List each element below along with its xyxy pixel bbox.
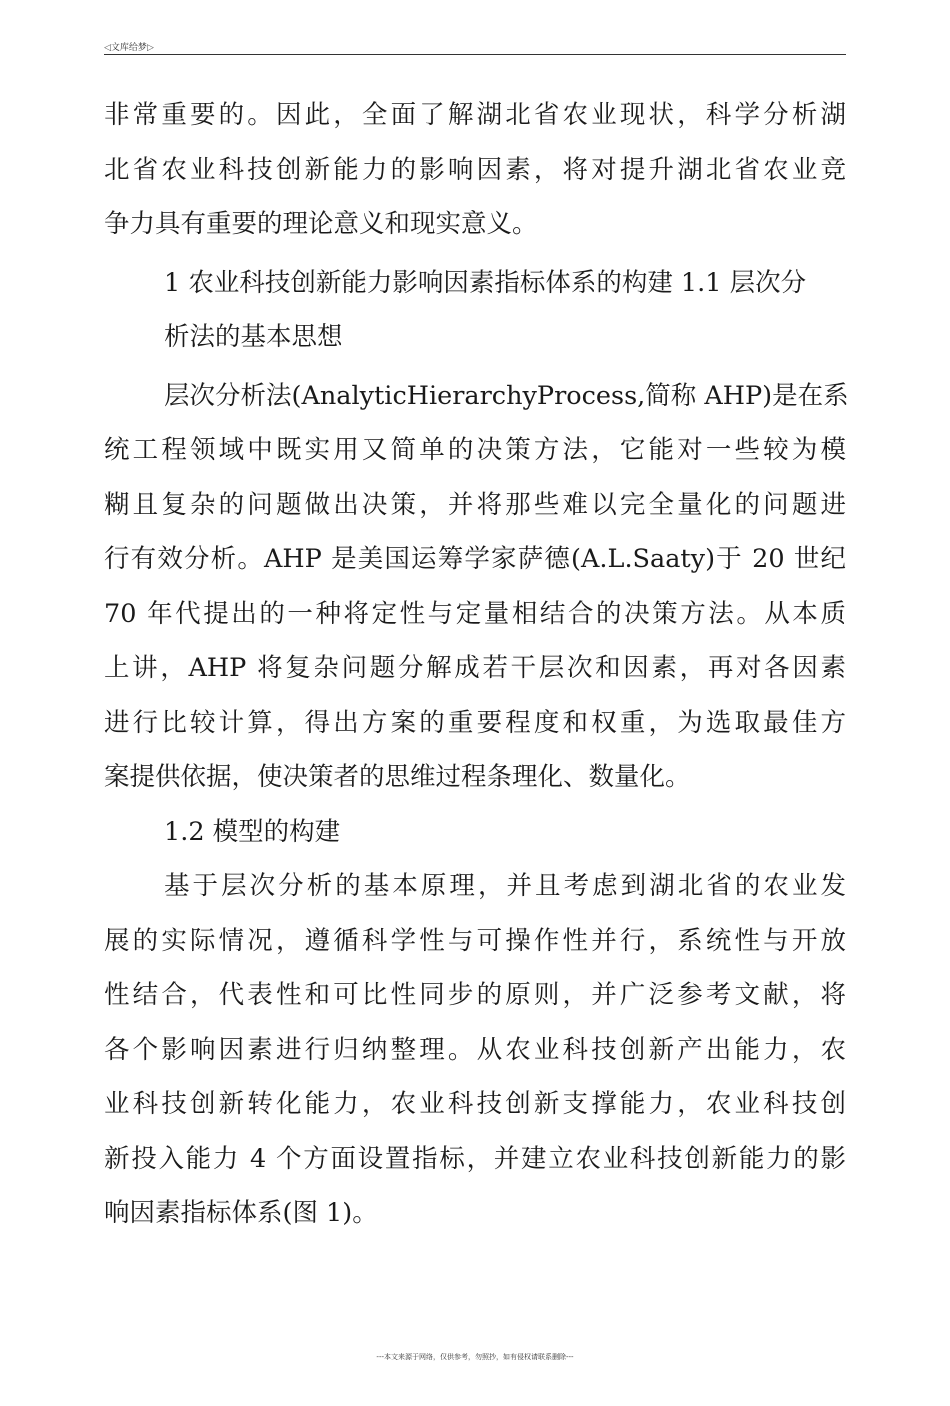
section-heading-1 — [104, 256, 846, 365]
paragraph-ahp-description — [104, 369, 849, 805]
text-line: 析法的基本思想 — [164, 322, 343, 352]
text-line: 新投入能力 4 个方面设置指标，并建立农业科技创新能力的影 — [104, 1143, 846, 1174]
text-line: 统工程领域中既实用又简单的决策方法，它能对一些较为模 — [104, 435, 846, 465]
document-body — [104, 88, 849, 1241]
text-line: 行有效分析。AHP 是美国运筹学家萨德(A.L.Saaty)于 20 世纪 — [104, 544, 846, 574]
text-line: 糊且复杂的问题做出决策，并将那些难以完全量化的问题进 — [104, 489, 846, 520]
text-line: 响因素指标体系(图 1)。 — [104, 1198, 378, 1228]
text-line: 争力具有重要的理论意义和现实意义。 — [104, 209, 538, 239]
text-line: 1 农业科技创新能力影响因素指标体系的构建 1.1 层次分 — [164, 267, 807, 298]
text-line: 案提供依据，使决策者的思维过程条理化、数量化。 — [104, 762, 691, 792]
text-line: 各个影响因素进行归纳整理。从农业科技创新产出能力，农 — [104, 1034, 846, 1065]
text-line: 进行比较计算，得出方案的重要程度和权重，为选取最佳方 — [104, 707, 846, 738]
text-line: 1.2 模型的构建 — [164, 816, 341, 847]
left-triangle-icon: ◁ — [104, 43, 111, 53]
text-line: 北省农业科技创新能力的影响因素，将对提升湖北省农业竞 — [104, 154, 846, 185]
text-line: 业科技创新转化能力，农业科技创新支撑能力，农业科技创 — [104, 1089, 846, 1119]
right-triangle-icon: ▷ — [146, 43, 154, 53]
text-line: 展的实际情况，遵循科学性与可操作性并行，系统性与开放 — [104, 925, 846, 956]
section-heading-1-2 — [104, 805, 846, 860]
header-title: 文库给梦 — [110, 43, 147, 53]
text-line: 层次分析法(AnalyticHierarchyProcess,简称 AHP)是在系 — [164, 380, 849, 411]
text-line: 性结合，代表性和可比性同步的原则，并广泛参考文献，将 — [104, 980, 846, 1010]
text-line: 70 年代提出的一种将定性与定量相结合的决策方法。从本质 — [104, 598, 846, 629]
page-footer-disclaimer: ---本文来源于网络，仅供参考，勿照抄，如有侵权请联系删除--- — [376, 1353, 574, 1361]
text-line: 基于层次分析的基本原理，并且考虑到湖北省的农业发 — [164, 871, 846, 901]
paragraph-model-construction — [104, 859, 846, 1241]
text-line: 非常重要的。因此，全面了解湖北省农业现状，科学分析湖 — [104, 100, 846, 130]
paragraph-intro-continuation — [104, 88, 846, 252]
text-line: 上讲，AHP 将复杂问题分解成若干层次和因素，再对各因素 — [104, 653, 846, 683]
page-header — [104, 40, 846, 55]
